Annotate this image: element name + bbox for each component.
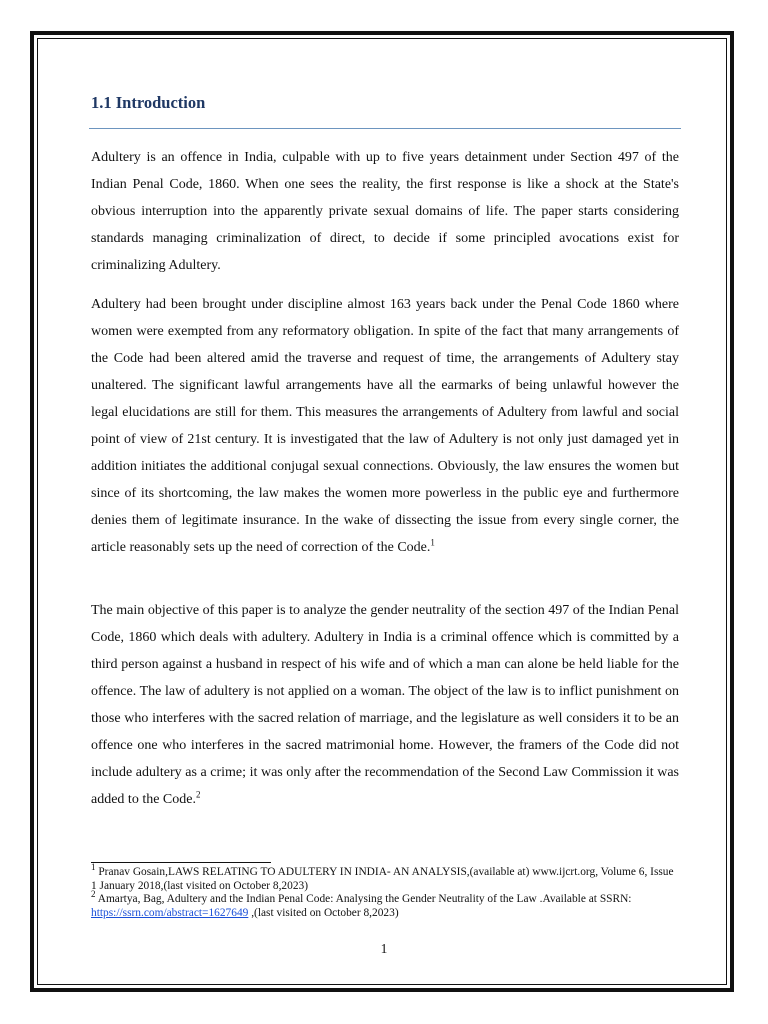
footnote-marker-2: 2	[91, 889, 96, 900]
footnote-2-text-after: ,(last visited on October 8,2023)	[248, 906, 399, 919]
paragraph-1-text: Adultery is an offence in India, culpable with up to five years detainment under Section 497 of the Indian Penal Code, 1860. When one sees the reality, the first response is like a shock at the State's obvious interruption into the apparently private sexual domains of life. The paper starts considering standards managing criminalization of direct, to decide if some principled avocations exist for criminalizing Adultery.	[91, 150, 679, 273]
heading-rule	[89, 128, 681, 129]
footnote-1	[91, 862, 681, 893]
footnote-ref-1[interactable]: 1	[430, 537, 435, 548]
paragraph-1	[91, 144, 679, 279]
footnote-2-text-before: Amartya, Bag, Adultery and the Indian Penal Code: Analysing the Gender Neutrality of the Law .Available at SSRN:	[95, 893, 632, 905]
paragraph-2-text: Adultery had been brought under discipline almost 163 years back under the Penal Code 1860 where women were exempted from any reformatory obligation. In spite of the fact that many arrangements of the Code had been altered amid the traverse and request of time, the arrangements of Adultery stay unaltered. The significant lawful arrangements have all the earmarks of being unlawful however the legal elucidations are still for them. This measures the arrangements of Adultery from lawful and social point of view of 21st century. It is investigated that the law of Adultery is not only just damaged yet in addition initiates the additional conjugal sexual connections. Obviously, the law ensures the women but since of its shortcoming, the law makes the women more powerless in the public eye and furthermore denies them of legitimate insurance. In the wake of dissecting the issue from every single corner, the article reasonably sets up the need of correction of the Code.	[91, 297, 679, 555]
section-heading: 1.1 Introduction	[91, 93, 206, 112]
footnotes	[91, 862, 681, 920]
paragraph-3-text: The main objective of this paper is to analyze the gender neutrality of the section 497 of the Indian Penal Code, 1860 which deals with adultery. Adultery in India is a criminal offence which is committed by a third person against a husband in respect of his wife and of which a man can alone be held liable for the offence. The law of adultery is not applied on a woman. The object of the law is to inflict punishment on those who interferes with the sacred relation of marriage, and the legislature as well considers it to be an offence one who interferes in the sacred matrimonial home. However, the framers of the Code did not include adultery as a crime; it was only after the recommendation of the Second Law Commission it was added to the Code.	[91, 603, 679, 807]
footnote-marker-1: 1	[91, 862, 96, 873]
footnote-1-text: Pranav Gosain,LAWS RELATING TO ADULTERY IN INDIA- AN ANALYSIS,(available at) www.ijcrt.org, Volume 6, Issue 1 January 2018,(last visited on October 8,2023)	[91, 866, 674, 892]
footnote-2	[91, 889, 681, 920]
ssrn-link[interactable]: https://ssrn.com/abstract=1627649	[91, 906, 249, 919]
footnote-separator	[91, 862, 271, 863]
footnote-ref-2[interactable]: 2	[195, 789, 201, 800]
page-number: 1	[380, 941, 388, 956]
paragraph-3	[91, 597, 679, 813]
paragraph-2	[91, 291, 679, 561]
